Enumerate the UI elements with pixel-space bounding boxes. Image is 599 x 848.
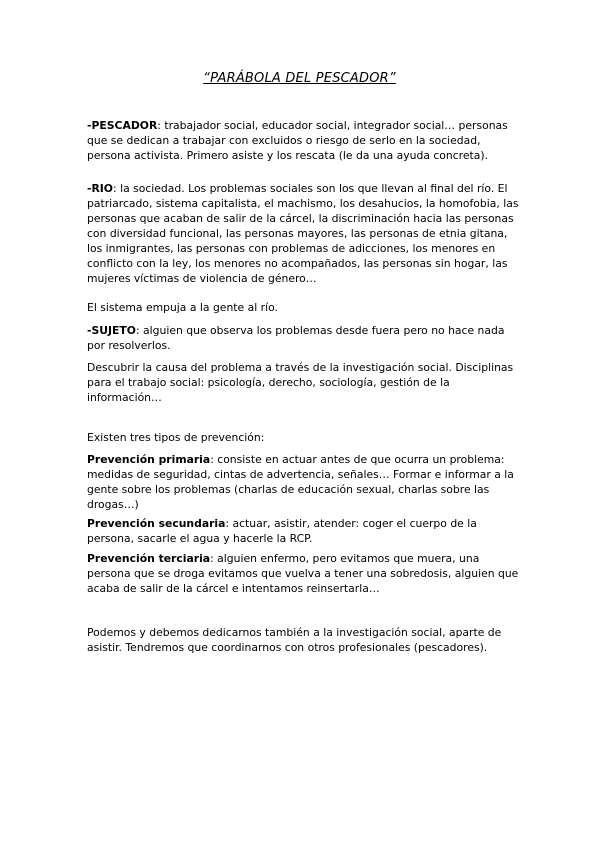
conclusion-text: Podemos y debemos dedicarnos también a la investigación social, aparte de asistir. Tendremos que coordinarnos con otros profesionales (pescadores).	[87, 626, 502, 654]
sujeto-paragraph	[87, 323, 519, 353]
primaria-label: Prevención primaria	[87, 453, 211, 466]
tipos-intro-paragraph	[87, 430, 519, 445]
terciaria-text: : alguien enfermo, pero evitamos que muera, una persona que se droga evitamos que vuelva a tener una sobredosis, alguien que acaba de salir de la cárcel e intentamos reinsertarla…	[87, 552, 519, 595]
pescador-label: -PESCADOR	[87, 119, 158, 132]
terciaria-label: Prevención terciaria	[87, 552, 211, 565]
sujeto-text: : alguien que observa los problemas desde fuera pero no hace nada por resolverlos.	[87, 324, 505, 352]
descubrir-text: Descubrir la causa del problema a través de la investigación social. Disciplinas para el trabajo social: psicología, derecho, sociología, gestión de la información…	[87, 361, 514, 404]
secundaria-label: Prevención secundaria	[87, 517, 226, 530]
pescador-paragraph	[87, 118, 519, 163]
document-title: “PARÁBOLA DEL PESCADOR”	[203, 71, 396, 86]
terciaria-paragraph	[87, 551, 519, 596]
primaria-text: : consiste en actuar antes de que ocurra un problema: medidas de seguridad, cintas de advertencia, señales… Formar e informar a la gente sobre los problemas (charlas de educación sexual, charlas sobre las drogas…)	[87, 453, 514, 511]
pescador-text: : trabajador social, educador social, integrador social… personas que se dedican a trabajar con excluidos o riesgo de serlo en la sociedad, persona activista. Primero asiste y los rescata (le da una ayuda concreta).	[87, 119, 508, 162]
rio-text: : la sociedad. Los problemas sociales son los que llevan al final del río. El patriarcado, sistema capitalista, el machismo, los desahucios, la homofobia, las personas que acaban de salir de la cárcel, la discriminación hacia las personas con diversidad funcional, las personas mayores, las personas de etnia gitana, los inmigrantes, las personas con problemas de adicciones, los menores en conflicto con la ley, los menores no acompañados, las personas sin hogar, las mujeres víctimas de violencia de género…	[87, 182, 519, 285]
rio-label: -RIO	[87, 182, 113, 195]
sistema-paragraph	[87, 300, 519, 315]
primaria-paragraph	[87, 452, 519, 512]
secundaria-paragraph	[87, 516, 519, 546]
descubrir-paragraph	[87, 360, 519, 405]
sistema-text: El sistema empuja a la gente al río.	[87, 301, 278, 314]
tipos-intro-text: Existen tres tipos de prevención:	[87, 431, 265, 444]
rio-paragraph	[87, 181, 519, 286]
secundaria-text: : actuar, asistir, atender: coger el cuerpo de la persona, sacarle el agua y hacerle la RCP.	[87, 517, 477, 545]
sujeto-label: -SUJETO	[87, 324, 136, 337]
conclusion-paragraph	[87, 625, 519, 655]
